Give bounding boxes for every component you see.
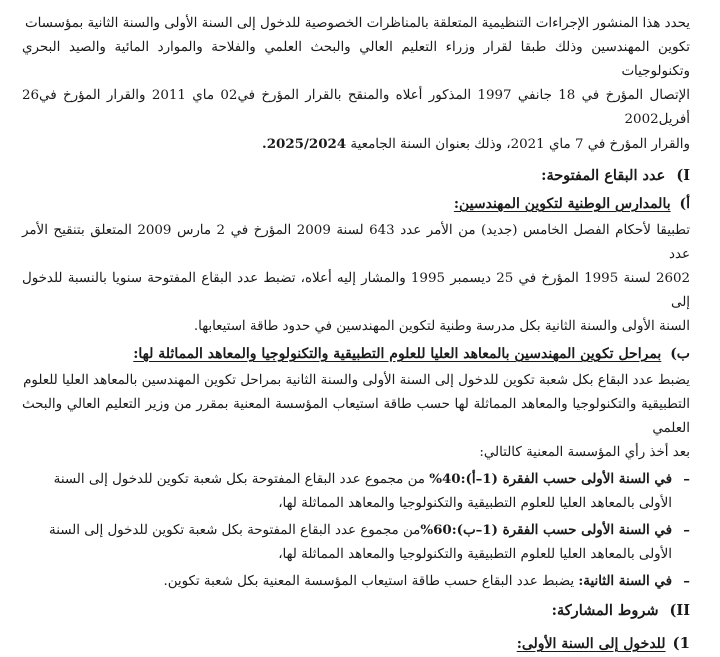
bullet-text: الأولى بالمعاهد العليا للعلوم التطبيقية والتكنولوجيا والمعاهد المماثلة لها، — [278, 547, 672, 562]
bullet-body — [22, 467, 672, 516]
subsection-b-title: بمراحل تكوين المهندسين بالمعاهد العليا للعلوم التطبيقية والتكنولوجيا والمعاهد المماثلة لها: — [133, 346, 662, 362]
bullet-body — [22, 569, 672, 594]
section-2-heading — [22, 598, 690, 624]
bullet-text: من مجموع عدد البقاع المفتوحة بكل شعبة تكوين للدخول إلى السنة — [49, 523, 421, 538]
academic-year: 2025/2024. — [262, 136, 347, 152]
bullet-dash: – — [683, 471, 690, 487]
subsection-a-title: بالمدارس الوطنية لتكوين المهندسين: — [453, 196, 671, 212]
paragraph-line: تطبيقا لأحكام الفصل الخامس (جديد) من الأمر عدد 643 لسنة 2009 المؤرخ في 2 مارس 2009 المتعلق بتنقيح الأمر عدد — [22, 223, 690, 262]
bullet-item — [22, 569, 690, 594]
paragraph-line: يضبط عدد البقاع بكل شعبة تكوين للدخول إلى السنة الأولى والسنة الثانية بمراحل تكوين المهندسين بالمعاهد العليا للعلوم — [23, 373, 690, 388]
bullet-text: من مجموع عدد البقاع المفتوحة بكل شعبة تكوين للدخول إلى السنة — [53, 472, 430, 487]
section-1-title: عدد البقاع المفتوحة: — [541, 167, 666, 184]
subsection-1-number: 1) — [672, 634, 690, 652]
intro-line: تكوين المهندسين وذلك طبقا لقرار وزراء التعليم العالي والبحث العلمي والفلاحة والموارد المائية والصيد البحري وتكنولوجيات — [22, 40, 690, 79]
section-2-number: II) — [669, 602, 690, 619]
bullet-text: يضبط عدد البقاع حسب طاقة استيعاب المؤسسة المعنية بكل شعبة تكوين. — [163, 574, 579, 589]
paragraph-line: السنة الأولى والسنة الثانية بكل مدرسة وطنية لتكوين المهندسين في حدود طاقة استيعابها. — [193, 319, 690, 334]
subsection-b-letter: ب) — [670, 346, 690, 362]
intro-line: يحدد هذا المنشور الإجراءات التنظيمية المتعلقة بالمناظرات الخصوصية للدخول إلى السنة الأولى والسنة الثانية بمؤسسات — [24, 16, 690, 31]
section-2-title: شروط المشاركة: — [551, 602, 659, 619]
bullet-lead: في السنة الثانية: — [578, 573, 672, 589]
paragraph-line: التطبيقية والتكنولوجيا والمعاهد المماثلة لها حسب طاقة استيعاب المؤسسة المعنية بمقرر من وزير التعليم العالي والبحث العلمي — [22, 397, 690, 436]
intro-line — [22, 132, 690, 157]
subsection-1-title: للدخول إلى السنة الأولى: — [516, 636, 666, 652]
subsection-b-paragraph — [22, 369, 690, 465]
bullet-body — [22, 518, 672, 567]
bullet-lead: في السنة الأولى حسب الفقرة (1–ب):60% — [420, 522, 672, 538]
intro-paragraph — [22, 12, 690, 157]
bullet-item — [22, 518, 690, 567]
bullet-dash: – — [683, 522, 690, 538]
section-1-number: I) — [676, 167, 690, 184]
intro-line-text: والقرار المؤرخ في 7 ماي 2021، وذلك بعنوان السنة الجامعية — [346, 137, 690, 152]
intro-line: الإتصال المؤرخ في 18 جانفي 1997 المذكور أعلاه والمنقح بالقرار المؤرخ في02 ماي 2011 والقرار المؤرخ في26 أفريل2002 — [22, 88, 690, 127]
bullet-text: الأولى بالمعاهد العليا للعلوم التطبيقية والتكنولوجيا والمعاهد المماثلة لها، — [278, 496, 672, 511]
paragraph-line: 2602 لسنة 1995 المؤرخ في 25 ديسمبر 1995 والمشار إليه أعلاه، تضبط عدد البقاع المفتوحة سنويا بالنسبة للدخول إلى — [22, 271, 691, 310]
bullet-dash: – — [683, 573, 690, 589]
bullet-item — [22, 467, 690, 516]
subsection-1-heading — [22, 630, 690, 657]
subsection-a-paragraph — [22, 219, 690, 339]
subsection-a-letter: أ) — [679, 196, 690, 212]
subsection-b-heading — [22, 341, 690, 367]
subsection-a-heading — [22, 191, 690, 217]
section-1-heading — [22, 163, 690, 189]
paragraph-line: بعد أخذ رأي المؤسسة المعنية كالتالي: — [479, 445, 690, 460]
bullet-lead: في السنة الأولى حسب الفقرة (1–أ):40% — [429, 471, 672, 487]
